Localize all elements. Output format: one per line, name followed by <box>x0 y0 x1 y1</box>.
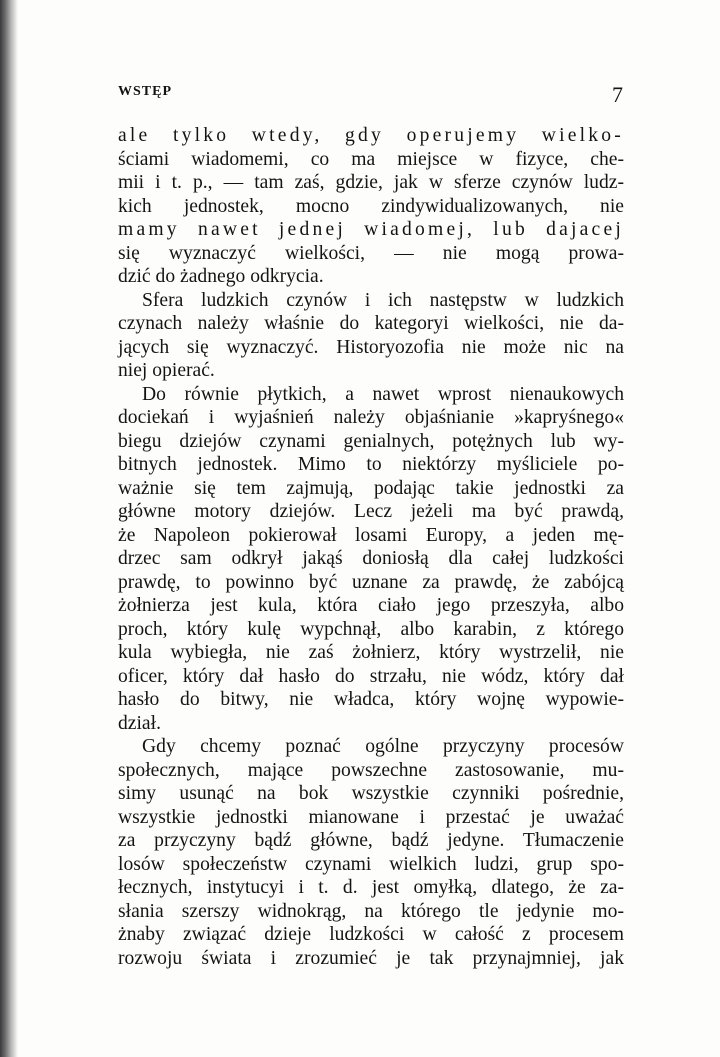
text-line: mii i t. p., — tam zaś, gdzie, jak w sferze czynów ludz- <box>118 172 624 193</box>
text-line: dzić do żadnego odkrycia. <box>118 266 324 287</box>
text-line: oficer, który dał hasło do strzału, nie wódz, który dał <box>118 665 624 687</box>
text-line: łecznych, instytucyi i t. d. jest omyłką, dlatego, że za- <box>118 877 624 898</box>
text-line: bitnych jednostek. Mimo to niektórzy myśliciele po- <box>118 454 624 475</box>
text-line: rozwoju świata i zrozumieć je tak przynajmniej, jak <box>118 947 624 969</box>
text-line: Sfera ludzkich czynów i ich następstw w ludzkich <box>142 289 624 311</box>
text-line: prawdę, to powinno być uznane za prawdę, że zabójcą <box>118 571 624 593</box>
page-number: 7 <box>612 82 623 107</box>
text-line: Gdy chcemy poznać ogólne przyczyny procesów <box>142 736 624 757</box>
text-line: hasło do bitwy, nie władca, który wojnę wypowie- <box>118 689 624 710</box>
text-line: jących się wyznaczyć. Historyozofia nie może nic na <box>118 336 624 358</box>
text-line: ważnie się tem zajmują, podając takie jednostki za <box>118 477 624 499</box>
text-line: dział. <box>118 712 161 734</box>
text-line: żołnierza jest kula, która ciało jego przeszyła, albo <box>118 595 624 616</box>
text-line: kula wybiegła, nie zaś żołnierz, który wystrzelił, nie <box>118 642 624 663</box>
text-line: dociekań i wyjaśnień należy objaśnianie »kapryśnego« <box>118 407 624 428</box>
text-line: niej opierać. <box>118 360 215 381</box>
text-line: ale tylko wtedy, gdy operujemy wielko- <box>118 125 624 146</box>
running-head: WSTĘP <box>118 84 173 99</box>
text-line: za przyczyny bądź główne, bądź jedyne. Tłumaczenie <box>118 830 624 851</box>
body-text <box>118 124 624 970</box>
text-line: że Napoleon pokierował losami Europy, a jeden mę- <box>118 524 624 546</box>
text-line: mamy nawet jednej wiadomej, lub dajacej <box>118 219 624 240</box>
text-line: żnaby związać dzieje ludzkości w całość z procesem <box>118 924 624 945</box>
text-line: biegu dziejów czynami genialnych, potężnych lub wy- <box>118 430 624 452</box>
book-binding-shadow <box>0 0 18 1057</box>
text-line: słania szerszy widnokrąg, na którego tle jedynie mo- <box>118 900 624 922</box>
text-line: simy usunąć na bok wszystkie czynniki pośrednie, <box>118 783 624 804</box>
text-line: Do równie płytkich, a nawet wprost nienaukowych <box>142 383 624 405</box>
text-line: się wyznaczyć wielkości, — nie mogą prowa- <box>118 242 624 264</box>
text-line: główne motory dziejów. Lecz jeżeli ma być prawdą, <box>118 501 624 522</box>
text-line: społecznych, mające powszechne zastosowanie, mu- <box>118 759 624 781</box>
text-line: drzec sam odkrył jakąś doniosłą dla całej ludzkości <box>118 548 624 569</box>
text-line: kich jednostek, mocno zindywidualizowanych, nie <box>118 195 624 217</box>
text-line: wszystkie jednostki mianowane i przestać je uważać <box>118 806 624 828</box>
text-line: ściami wiadomemi, co ma miejsce w fizyce, che- <box>118 148 624 170</box>
text-line: proch, który kulę wypchnął, albo karabin, z którego <box>118 618 624 640</box>
text-line: losów społeczeństw czynami wielkich ludzi, grup spo- <box>118 853 624 875</box>
text-line: czynach należy właśnie do kategoryi wielkości, nie da- <box>118 313 624 334</box>
page-header <box>118 84 625 110</box>
